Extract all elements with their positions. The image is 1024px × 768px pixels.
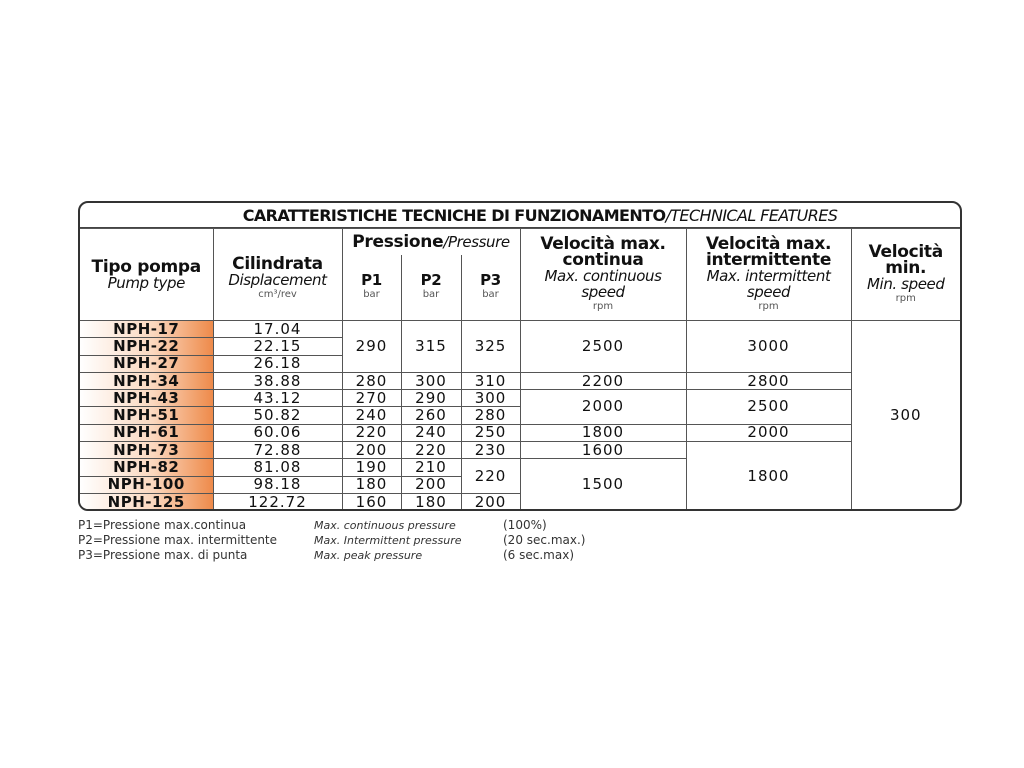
p1: 240 [342, 407, 401, 424]
displacement: 43.12 [213, 390, 342, 407]
p1: 270 [342, 390, 401, 407]
header-max-continuous-speed: Velocità max. continua Max. continuous speed rpm [520, 229, 686, 321]
p1: 160 [342, 493, 401, 510]
header-p2: P2 bar [401, 255, 461, 321]
p3: 280 [461, 407, 520, 424]
legend-p2-en: Max. Intermittent pressure [314, 534, 462, 547]
p3: 200 [461, 493, 520, 510]
displacement: 22.15 [213, 338, 342, 355]
max-continuous-speed: 1800 [520, 424, 686, 441]
header-min-speed: Velocità min. Min. speed rpm [851, 229, 960, 321]
p3: 300 [461, 390, 520, 407]
p1: 190 [342, 459, 401, 476]
header-max-intermittent-speed: Velocità max. intermittente Max. intermittent speed rpm [686, 229, 851, 321]
table-row [80, 424, 960, 441]
max-intermittent-speed: 2000 [686, 424, 851, 441]
legend-p1-note: (100%) [503, 518, 547, 532]
displacement: 60.06 [213, 424, 342, 441]
title-italian: CARATTERISTICHE TECNICHE DI FUNZIONAMENTO [242, 206, 666, 225]
max-intermittent-speed: 2800 [686, 372, 851, 389]
p2: 200 [401, 476, 461, 493]
pump-type: NPH-34 [80, 372, 213, 389]
legend-p1: P1=Pressione max.continua [78, 518, 247, 532]
table-row [80, 442, 960, 459]
p2: 240 [401, 424, 461, 441]
header-pump-type: Tipo pompa Pump type [80, 229, 213, 321]
p1: 200 [342, 442, 401, 459]
pump-type: NPH-51 [80, 407, 213, 424]
legend-english [314, 518, 462, 563]
displacement: 17.04 [213, 321, 342, 338]
p1: 280 [342, 372, 401, 389]
pump-type: NPH-82 [80, 459, 213, 476]
legend-p2: P2=Pressione max. intermittente [78, 533, 278, 547]
pump-type: NPH-17 [80, 321, 213, 338]
legend-p3-note: (6 sec.max) [503, 548, 575, 562]
legend-p2-note: (20 sec.max.) [503, 533, 586, 547]
p2: 260 [401, 407, 461, 424]
features-grid [80, 228, 960, 511]
p1: 220 [342, 424, 401, 441]
p3: 230 [461, 442, 520, 459]
p3: 310 [461, 372, 520, 389]
p2: 180 [401, 493, 461, 510]
displacement: 98.18 [213, 476, 342, 493]
legend-notes [503, 518, 585, 563]
max-continuous-speed: 2200 [520, 372, 686, 389]
legend-italian [78, 518, 277, 563]
max-continuous-speed: 2000 [520, 390, 686, 425]
p2: 290 [401, 390, 461, 407]
legend-p1-en: Max. continuous pressure [314, 519, 456, 532]
pump-type: NPH-73 [80, 442, 213, 459]
displacement: 122.72 [213, 493, 342, 510]
p3: 325 [461, 321, 520, 373]
p1: 290 [342, 321, 401, 373]
pump-type: NPH-43 [80, 390, 213, 407]
max-intermittent-speed: 1800 [686, 442, 851, 511]
max-continuous-speed: 1600 [520, 442, 686, 459]
header-p3: P3 bar [461, 255, 520, 321]
legend-p3-en: Max. peak pressure [314, 549, 423, 562]
header-pressure: Pressione/Pressure [342, 229, 520, 255]
displacement: 72.88 [213, 442, 342, 459]
table-row [80, 390, 960, 407]
p2: 315 [401, 321, 461, 373]
min-speed: 300 [851, 321, 960, 511]
pump-type: NPH-61 [80, 424, 213, 441]
displacement: 26.18 [213, 355, 342, 372]
header-displacement: Cilindrata Displacement cm³/rev [213, 229, 342, 321]
legend-p3: P3=Pressione max. di punta [78, 548, 248, 562]
pump-type: NPH-27 [80, 355, 213, 372]
max-intermittent-speed: 2500 [686, 390, 851, 425]
displacement: 38.88 [213, 372, 342, 389]
max-continuous-speed: 2500 [520, 321, 686, 373]
pump-type: NPH-100 [80, 476, 213, 493]
p3: 250 [461, 424, 520, 441]
title-english: /TECHNICAL FEATURES [665, 206, 838, 225]
technical-features-table [78, 201, 962, 511]
max-intermittent-speed: 3000 [686, 321, 851, 373]
displacement: 81.08 [213, 459, 342, 476]
pump-type: NPH-125 [80, 493, 213, 510]
max-continuous-speed: 1500 [520, 459, 686, 511]
p2: 210 [401, 459, 461, 476]
table-title [80, 203, 960, 228]
table-row [80, 372, 960, 389]
p3: 220 [461, 459, 520, 494]
p2: 300 [401, 372, 461, 389]
pump-type: NPH-22 [80, 338, 213, 355]
p1: 180 [342, 476, 401, 493]
displacement: 50.82 [213, 407, 342, 424]
p2: 220 [401, 442, 461, 459]
header-p1: P1 bar [342, 255, 401, 321]
table-row [80, 321, 960, 338]
